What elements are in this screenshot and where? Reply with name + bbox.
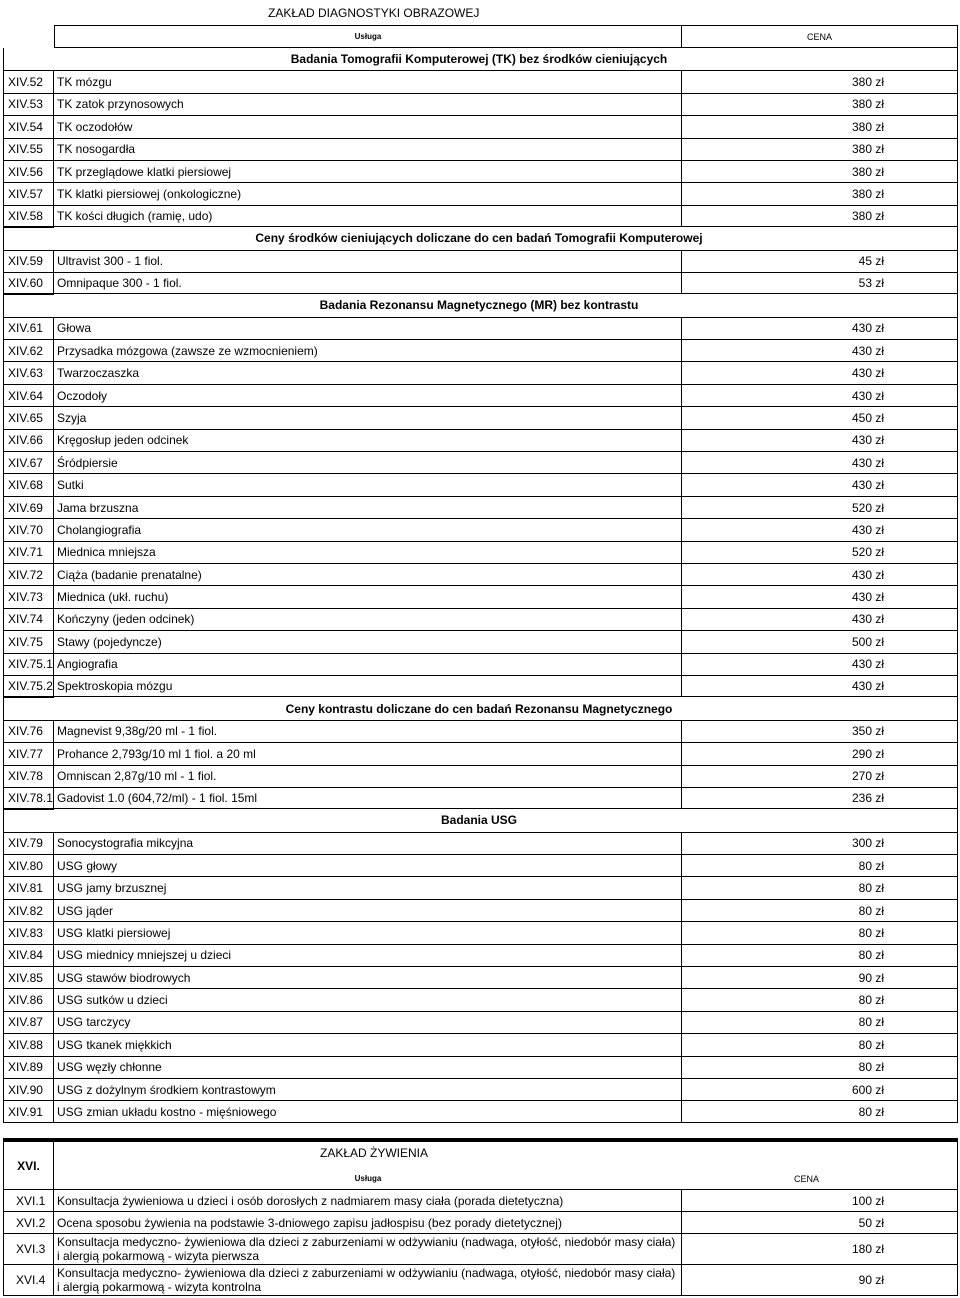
row-code: XIV.61: [3, 317, 54, 339]
row-code: XIV.53: [3, 93, 54, 115]
row-service: TK oczodołów: [54, 115, 682, 137]
row-price: 80 zł: [682, 899, 958, 921]
row-service: USG jamy brzusznej: [54, 876, 682, 898]
row-code: XIV.68: [3, 473, 54, 495]
row-code: XIV.70: [3, 518, 54, 540]
row-price: 380 zł: [682, 70, 958, 92]
sections-container: [0, 48, 960, 1123]
row-code: XIV.59: [3, 250, 54, 272]
row-service: Stawy (pojedyncze): [54, 630, 682, 652]
department-code: XVI.: [3, 1142, 54, 1190]
row-code: XIV.75: [3, 630, 54, 652]
row-price: 80 zł: [682, 1011, 958, 1033]
service-column-header: Usługa: [354, 1174, 382, 1183]
section-title-row: [0, 697, 960, 719]
row-service: TK nosogardła: [54, 138, 682, 160]
row-price: 430 zł: [682, 361, 958, 383]
table-row: [0, 1033, 960, 1055]
row-service: USG z dożylnym środkiem kontrastowym: [54, 1078, 682, 1100]
row-code: XIV.69: [3, 496, 54, 518]
row-service: Głowa: [54, 317, 682, 339]
row-code: XIV.90: [3, 1078, 54, 1100]
table-row: [0, 675, 960, 697]
row-code: XIV.76: [3, 720, 54, 742]
row-service: USG sutków u dzieci: [54, 988, 682, 1010]
row-price: 80 zł: [682, 921, 958, 943]
row-price: 380 zł: [682, 205, 958, 227]
row-price: 430 zł: [682, 563, 958, 585]
code-cell-empty: [3, 227, 54, 249]
price-column-header: CENA: [794, 1174, 820, 1184]
row-service: Ocena sposobu żywienia na podstawie 3-dniowego zapisu jadłospisu (bez porady dietetycznej): [54, 1212, 682, 1233]
row-code: XIV.74: [3, 608, 54, 630]
department-title: ZAKŁAD ŻYWIENIA: [319, 1146, 429, 1160]
row-price: 430 zł: [682, 384, 958, 406]
row-service: Konsultacja medyczno- żywieniowa dla dzieci z zaburzeniami w odżywianiu (nadwaga, otyłość, niedobór masy ciała) i alergią pokarmową - wizyta pierwsza: [54, 1234, 682, 1264]
table-row: [0, 205, 960, 227]
row-code: XVI.1: [3, 1190, 54, 1211]
row-service: Konsultacja medyczno- żywieniowa dla dzieci z zaburzeniami w odżywianiu (nadwaga, otyłość, niedobór masy ciała) i alergią pokarmową - wizyta kontrolna: [54, 1265, 682, 1295]
row-service: Przysadka mózgowa (zawsze ze wzmocnieniem): [54, 339, 682, 361]
row-service: TK kości długich (ramię, udo): [54, 205, 682, 227]
table-row: [3, 1265, 958, 1296]
row-code: XIV.55: [3, 138, 54, 160]
section-title: Badania USG: [440, 813, 518, 828]
row-service: Twarzoczaszka: [54, 361, 682, 383]
row-price: 430 zł: [682, 451, 958, 473]
row-code: XIV.60: [3, 272, 54, 294]
table-row: [0, 317, 960, 339]
row-price: 180 zł: [682, 1234, 958, 1264]
row-code: XIV.75.1: [3, 653, 54, 675]
row-code: XIV.88: [3, 1033, 54, 1055]
section-title-row: [0, 48, 960, 70]
row-price: 430 zł: [682, 608, 958, 630]
row-price: 380 zł: [682, 160, 958, 182]
table-row: [0, 182, 960, 204]
right-border: [957, 697, 958, 719]
row-service: Miednica (ukł. ruchu): [54, 585, 682, 607]
row-price: 430 zł: [682, 429, 958, 451]
department-title: ZAKŁAD DIAGNOSTYKI OBRAZOWEJ: [268, 6, 480, 20]
section-title-row: [0, 809, 960, 831]
row-code: XIV.58: [3, 205, 54, 227]
row-service: Kręgosłup jeden odcinek: [54, 429, 682, 451]
section-title: Badania Rezonansu Magnetycznego (MR) bez kontrastu: [319, 298, 639, 313]
section-title-row: [0, 227, 960, 249]
row-code: XIV.85: [3, 966, 54, 988]
row-price: 380 zł: [682, 138, 958, 160]
row-service: Sonocystografia mikcyjna: [54, 832, 682, 854]
table-row: [0, 138, 960, 160]
row-price: 80 zł: [682, 1100, 958, 1122]
row-code: XVI.4: [3, 1265, 54, 1295]
row-price: 380 zł: [682, 93, 958, 115]
table-row: [0, 1100, 960, 1122]
row-code: XIV.63: [3, 361, 54, 383]
table-row: [0, 921, 960, 943]
row-service: USG miednicy mniejszej u dzieci: [54, 944, 682, 966]
row-code: XIV.66: [3, 429, 54, 451]
table-row: [3, 1234, 958, 1265]
table-row: [0, 787, 960, 809]
row-service: Kończyny (jeden odcinek): [54, 608, 682, 630]
row-code: XIV.80: [3, 854, 54, 876]
table-row: [0, 518, 960, 540]
service-column-header: Usługa: [54, 25, 682, 48]
table-row: [0, 988, 960, 1010]
row-code: XIV.86: [3, 988, 54, 1010]
row-service: USG klatki piersiowej: [54, 921, 682, 943]
table-row: [0, 361, 960, 383]
row-service: Gadovist 1.0 (604,72/ml) - 1 fiol. 15ml: [54, 787, 682, 809]
row-service: TK mózgu: [54, 70, 682, 92]
row-price: 45 zł: [682, 250, 958, 272]
table-row: [0, 272, 960, 294]
row-price: 450 zł: [682, 406, 958, 428]
row-service: USG tkanek miękkich: [54, 1033, 682, 1055]
row-price: 350 zł: [682, 720, 958, 742]
section-title: Ceny środków cieniujących doliczane do cen badań Tomografii Komputerowej: [255, 231, 703, 246]
row-service: Sutki: [54, 473, 682, 495]
table-row: [0, 563, 960, 585]
row-code: XIV.52: [3, 70, 54, 92]
table-row: [0, 160, 960, 182]
row-price: 430 zł: [682, 339, 958, 361]
row-code: XIV.78: [3, 765, 54, 787]
row-price: 80 zł: [682, 876, 958, 898]
row-code: XIV.54: [3, 115, 54, 137]
table-row: [0, 429, 960, 451]
table-row: [0, 966, 960, 988]
row-service: Spektroskopia mózgu: [54, 675, 682, 697]
table-row: [0, 742, 960, 764]
row-price: 290 zł: [682, 742, 958, 764]
row-service: USG tarczycy: [54, 1011, 682, 1033]
row-price: 80 zł: [682, 1056, 958, 1078]
row-code: XIV.89: [3, 1056, 54, 1078]
row-code: XIV.62: [3, 339, 54, 361]
code-cell-empty: [3, 294, 54, 316]
row-code: XIV.75.2: [3, 675, 54, 697]
table-row: [3, 1190, 958, 1212]
row-price: 80 zł: [682, 944, 958, 966]
table-row: [0, 944, 960, 966]
row-price: 80 zł: [682, 988, 958, 1010]
table-row: [0, 653, 960, 675]
table-row: [0, 720, 960, 742]
row-price: 430 zł: [682, 518, 958, 540]
row-service: USG stawów biodrowych: [54, 966, 682, 988]
row-price: 90 zł: [682, 1265, 958, 1295]
row-code: XIV.87: [3, 1011, 54, 1033]
table-row: [0, 250, 960, 272]
row-code: XIV.79: [3, 832, 54, 854]
table-row: [0, 406, 960, 428]
table-row: [0, 585, 960, 607]
table-row: [0, 339, 960, 361]
row-code: XIV.67: [3, 451, 54, 473]
row-code: XIV.56: [3, 160, 54, 182]
row-code: XIV.72: [3, 563, 54, 585]
row-price: 380 zł: [682, 115, 958, 137]
nutrition-header: [3, 1142, 958, 1190]
row-price: 236 zł: [682, 787, 958, 809]
row-price: 520 zł: [682, 541, 958, 563]
row-service: Prohance 2,793g/10 ml 1 fiol. a 20 ml: [54, 742, 682, 764]
right-border: [957, 227, 958, 249]
row-price: 100 zł: [682, 1190, 958, 1211]
table-row: [0, 1056, 960, 1078]
row-service: Omnipaque 300 - 1 fiol.: [54, 272, 682, 294]
section-title: Ceny kontrastu doliczane do cen badań Rezonansu Magnetycznego: [285, 701, 673, 716]
table-row: [0, 1011, 960, 1033]
row-price: 430 zł: [682, 675, 958, 697]
row-price: 430 zł: [682, 585, 958, 607]
row-price: 53 zł: [682, 272, 958, 294]
row-service: Ciąża (badanie prenatalne): [54, 563, 682, 585]
row-price: 380 zł: [682, 182, 958, 204]
row-service: USG węzły chłonne: [54, 1056, 682, 1078]
row-service: Ultravist 300 - 1 fiol.: [54, 250, 682, 272]
row-service: Angiografia: [54, 653, 682, 675]
table-row: [0, 832, 960, 854]
table-row: [0, 541, 960, 563]
row-service: Magnevist 9,38g/20 ml - 1 fiol.: [54, 720, 682, 742]
right-border: [957, 809, 958, 831]
row-price: 430 zł: [682, 473, 958, 495]
table-row: [0, 496, 960, 518]
row-code: XVI.3: [3, 1234, 54, 1264]
row-code: XIV.65: [3, 406, 54, 428]
row-price: 90 zł: [682, 966, 958, 988]
row-service: Szyja: [54, 406, 682, 428]
row-price: 300 zł: [682, 832, 958, 854]
row-service: Jama brzuszna: [54, 496, 682, 518]
column-headers: [0, 25, 960, 48]
row-code: XIV.71: [3, 541, 54, 563]
row-price: 430 zł: [682, 317, 958, 339]
row-price: 80 zł: [682, 1033, 958, 1055]
row-service: Cholangiografia: [54, 518, 682, 540]
row-code: XIV.81: [3, 876, 54, 898]
code-cell-empty: [3, 809, 54, 831]
row-service: TK klatki piersiowej (onkologiczne): [54, 182, 682, 204]
row-price: 270 zł: [682, 765, 958, 787]
code-cell-empty: [3, 697, 54, 719]
row-service: TK zatok przynosowych: [54, 93, 682, 115]
row-service: USG zmian układu kostno - mięśniowego: [54, 1100, 682, 1122]
table-row: [0, 854, 960, 876]
row-code: XIV.83: [3, 921, 54, 943]
row-service: Konsultacja żywieniowa u dzieci i osób dorosłych z nadmiarem masy ciała (porada dietetyczna): [54, 1190, 682, 1211]
row-service: Oczodoły: [54, 384, 682, 406]
row-price: 600 zł: [682, 1078, 958, 1100]
row-service: Omniscan 2,87g/10 ml - 1 fiol.: [54, 765, 682, 787]
row-service: Śródpiersie: [54, 451, 682, 473]
row-code: XIV.57: [3, 182, 54, 204]
row-code: XIV.78.1: [3, 787, 54, 809]
section-title-row: [0, 294, 960, 316]
code-cell-empty: [3, 48, 54, 70]
department-header: [0, 0, 960, 25]
row-code: XIV.77: [3, 742, 54, 764]
right-border: [957, 294, 958, 316]
right-border: [957, 48, 958, 70]
row-service: TK przeglądowe klatki piersiowej: [54, 160, 682, 182]
table-row: [0, 451, 960, 473]
nutrition-header-main: [54, 1142, 958, 1190]
table-row: [0, 876, 960, 898]
row-code: XIV.64: [3, 384, 54, 406]
row-price: 500 zł: [682, 630, 958, 652]
row-price: 520 zł: [682, 496, 958, 518]
table-row: [0, 630, 960, 652]
table-row: [0, 765, 960, 787]
row-code: XVI.2: [3, 1212, 54, 1233]
table-row: [0, 384, 960, 406]
row-code: XIV.84: [3, 944, 54, 966]
price-column-header: CENA: [682, 25, 958, 48]
row-service: Miednica mniejsza: [54, 541, 682, 563]
table-row: [0, 115, 960, 137]
section-title: Badania Tomografii Komputerowej (TK) bez środków cieniujących: [290, 52, 668, 67]
nutrition-rows: [3, 1190, 958, 1296]
row-service: USG jąder: [54, 899, 682, 921]
row-price: 430 zł: [682, 653, 958, 675]
table-row: [0, 1078, 960, 1100]
row-code: XIV.91: [3, 1100, 54, 1122]
row-service: USG głowy: [54, 854, 682, 876]
row-code: XIV.73: [3, 585, 54, 607]
row-code: XIV.82: [3, 899, 54, 921]
table-row: [0, 70, 960, 92]
table-row: [3, 1212, 958, 1234]
table-row: [0, 608, 960, 630]
table-row: [0, 899, 960, 921]
row-price: 50 zł: [682, 1212, 958, 1233]
table-row: [0, 473, 960, 495]
table-row: [0, 93, 960, 115]
row-price: 80 zł: [682, 854, 958, 876]
